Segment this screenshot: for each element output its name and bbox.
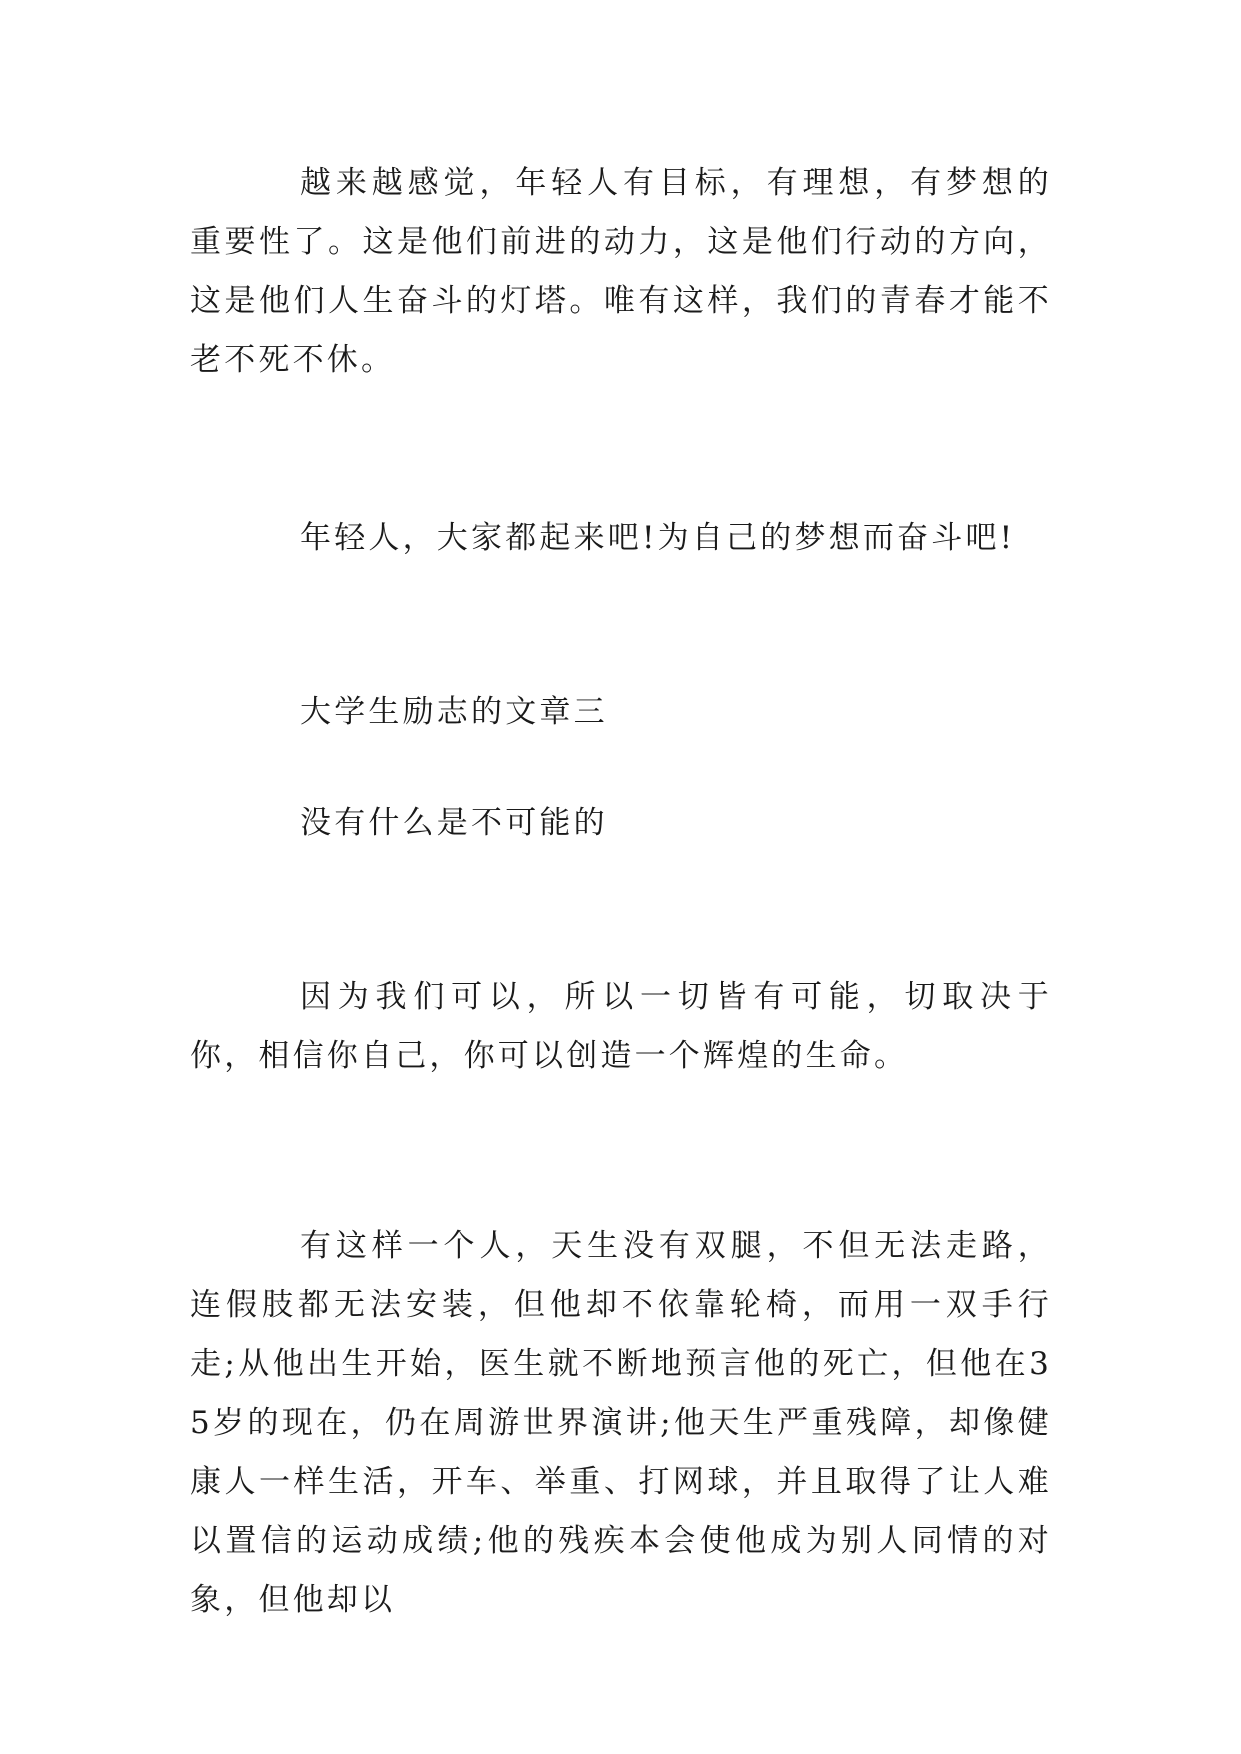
paragraph-1: 越来越感觉，年轻人有目标，有理想，有梦想的重要性了。这是他们前进的动力，这是他们行动的方向，这是他们人生奋斗的灯塔。唯有这样，我们的青春才能不老不死不休。 — [190, 165, 1052, 378]
paragraph-4: 有这样一个人，天生没有双腿，不但无法走路，连假肢都无法安装，但他却不依靠轮椅，而用一双手行走;从他出生开始，医生就不断地预言他的死亡，但他在35岁的现在，仍在周游世界演讲;他天生严重残障，却像健康人一样生活，开车、举重、打网球，并且取得了让人难以置信的运动成绩;他的残疾本会使他成为别人同情的对象，但他却以 — [190, 1228, 1052, 1618]
article-subtitle: 没有什么是不可能的 — [300, 805, 608, 841]
paragraph-3: 因为我们可以，所以一切皆有可能，切取决于你，相信你自己，你可以创造一个辉煌的生命。 — [190, 979, 1052, 1074]
section-heading: 大学生励志的文章三 — [300, 694, 608, 730]
paragraph-2: 年轻人，大家都起来吧!为自己的梦想而奋斗吧! — [300, 520, 1016, 556]
